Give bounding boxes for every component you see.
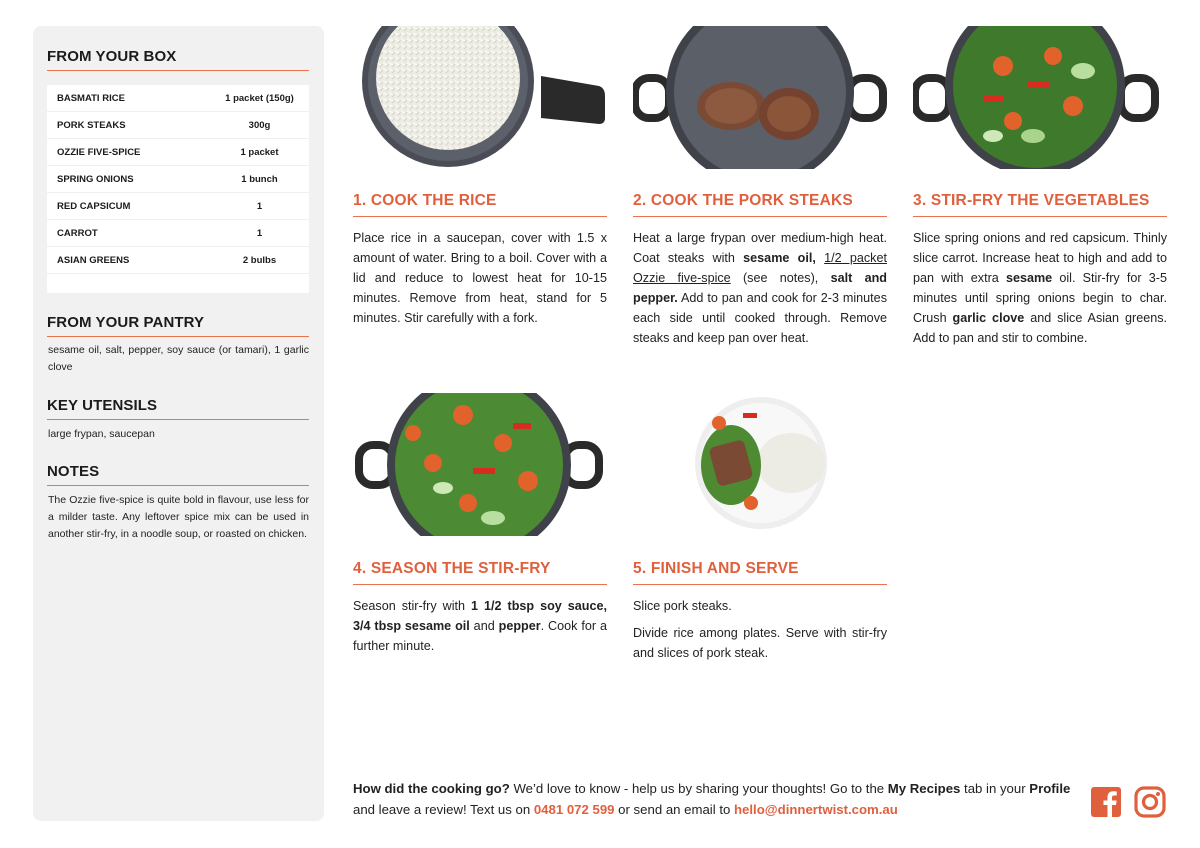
table-row bbox=[47, 220, 309, 247]
facebook-icon[interactable] bbox=[1090, 786, 1122, 818]
ingredient-qty: 1 packet bbox=[240, 146, 279, 158]
instagram-icon[interactable] bbox=[1134, 786, 1166, 818]
table-row bbox=[47, 112, 309, 139]
table-row bbox=[47, 247, 309, 274]
step-4-bold: 1 1/2 tbsp soy sauce, 3/4 tbsp sesame oil bbox=[353, 599, 608, 633]
footer-text: and leave a review! Text us on bbox=[353, 802, 534, 817]
ingredient-qty: 1 bunch bbox=[241, 173, 278, 185]
ingredients-table bbox=[47, 85, 309, 293]
step-5-title: 5. FINISH AND SERVE bbox=[633, 560, 887, 585]
notes-heading: NOTES bbox=[47, 463, 309, 486]
utensils-text: large frypan, saucepan bbox=[48, 428, 155, 440]
pantry-heading: FROM YOUR PANTRY bbox=[47, 314, 309, 337]
step-1-text: Place rice in a saucepan, cover with 1.5 x amount of water. Bring to a boil. Cover with a lid and reduce to lowest heat for 10-15 minutes. Remove from heat, stand for 5 minutes. Stir carefully with a fork. bbox=[353, 231, 607, 325]
ingredient-name: BASMATI RICE bbox=[57, 92, 125, 104]
step-4-text: and bbox=[469, 619, 499, 633]
ingredient-qty: 2 bulbs bbox=[242, 254, 277, 266]
table-row bbox=[47, 166, 309, 193]
footer-text: We’d love to know - help us by sharing your thoughts! Go to the bbox=[509, 781, 888, 796]
email-link[interactable]: hello@dinnertwist.com.au bbox=[734, 802, 898, 817]
step-3-title: 3. STIR-FRY THE VEGETABLES bbox=[913, 192, 1167, 217]
table-row bbox=[47, 139, 309, 166]
step-2-text: (see notes), bbox=[730, 271, 831, 285]
step-4-title: 4. SEASON THE STIR-FRY bbox=[353, 560, 607, 585]
ingredient-qty: 1 bbox=[256, 200, 263, 212]
ingredient-name: PORK STEAKS bbox=[57, 119, 126, 131]
step-2-title: 2. COOK THE PORK STEAKS bbox=[633, 192, 887, 217]
step-5-text: Slice pork steaks. bbox=[633, 599, 732, 613]
step-3-text: Slice spring onions and red capsicum. Thinly slice carrot. Increase heat to high and add to pan with extra bbox=[913, 231, 1167, 285]
step-4-body bbox=[353, 596, 607, 656]
feedback-footer bbox=[353, 778, 1073, 820]
table-row bbox=[47, 85, 309, 112]
pantry-text: sesame oil, salt, pepper, soy sauce (or tamari), 1 garlic clove bbox=[48, 344, 309, 373]
step-3-body bbox=[913, 228, 1167, 348]
phone-link[interactable]: 0481 072 599 bbox=[533, 802, 615, 817]
step-3-text: and slice Asian greens. Add to pan and stir to combine. bbox=[913, 311, 1167, 345]
utensils-heading: KEY UTENSILS bbox=[47, 397, 309, 420]
footer-text: or send an email to bbox=[614, 802, 734, 817]
rice-saucepan-image bbox=[353, 26, 607, 169]
step-1-body bbox=[353, 228, 607, 335]
sidebar bbox=[33, 26, 324, 821]
vegetable-stirfry-image bbox=[913, 26, 1167, 169]
ingredient-qty: 300g bbox=[248, 119, 271, 131]
step-4-text: Season stir-fry with bbox=[353, 599, 472, 613]
table-row bbox=[47, 193, 309, 220]
step-4-text: . Cook for a further minute. bbox=[353, 619, 607, 653]
step-2-bold: salt and pepper. bbox=[633, 271, 887, 305]
step-2-body bbox=[633, 228, 887, 348]
ingredient-qty: 1 packet (150g) bbox=[225, 92, 294, 104]
ingredient-name: OZZIE FIVE-SPICE bbox=[57, 146, 141, 158]
plated-dish-image bbox=[633, 393, 887, 536]
ingredient-name: CARROT bbox=[57, 227, 98, 239]
step-3-text: oil. Stir-fry for 3-5 minutes until spring onions begin to char. Crush bbox=[913, 271, 1167, 325]
step-4-bold: pepper bbox=[498, 619, 541, 633]
ingredient-name: RED CAPSICUM bbox=[57, 200, 131, 212]
step-5-body bbox=[633, 596, 887, 670]
step-5-text: Divide rice among plates. Serve with stir-fry and slices of pork steak. bbox=[633, 626, 887, 660]
pork-frypan-image bbox=[633, 26, 887, 169]
profile-label: Profile bbox=[1029, 781, 1071, 796]
step-3-bold: garlic clove bbox=[952, 311, 1025, 325]
ingredient-name: ASIAN GREENS bbox=[57, 254, 130, 266]
ingredient-qty: 1 bbox=[256, 227, 263, 239]
my-recipes-label: My Recipes bbox=[887, 781, 961, 796]
step-2-bold: sesame oil, bbox=[743, 251, 816, 265]
box-heading: FROM YOUR BOX bbox=[47, 48, 309, 71]
step-3-bold: sesame bbox=[1005, 271, 1053, 285]
footer-question: How did the cooking go? bbox=[353, 781, 510, 796]
notes-text: The Ozzie five-spice is quite bold in flavour, use less for a milder taste. Any leftover spice mix can be used in another stir-fry, in a noodle soup, or roasted on chicken. bbox=[48, 494, 309, 540]
step-2-text: Add to pan and cook for 2-3 minutes each side until cooked through. Remove steaks and keep pan over heat. bbox=[633, 291, 887, 345]
step-2-space bbox=[816, 251, 824, 265]
step-2-text: Heat a large frypan over medium-high heat. Coat steaks with bbox=[633, 231, 887, 265]
seasoned-stirfry-image bbox=[353, 393, 607, 536]
footer-text: tab in your bbox=[960, 781, 1030, 796]
ingredient-name: SPRING ONIONS bbox=[57, 173, 134, 185]
step-2-underline: 1/2 packet Ozzie five-spice bbox=[633, 251, 887, 285]
step-1-title: 1. COOK THE RICE bbox=[353, 192, 607, 217]
